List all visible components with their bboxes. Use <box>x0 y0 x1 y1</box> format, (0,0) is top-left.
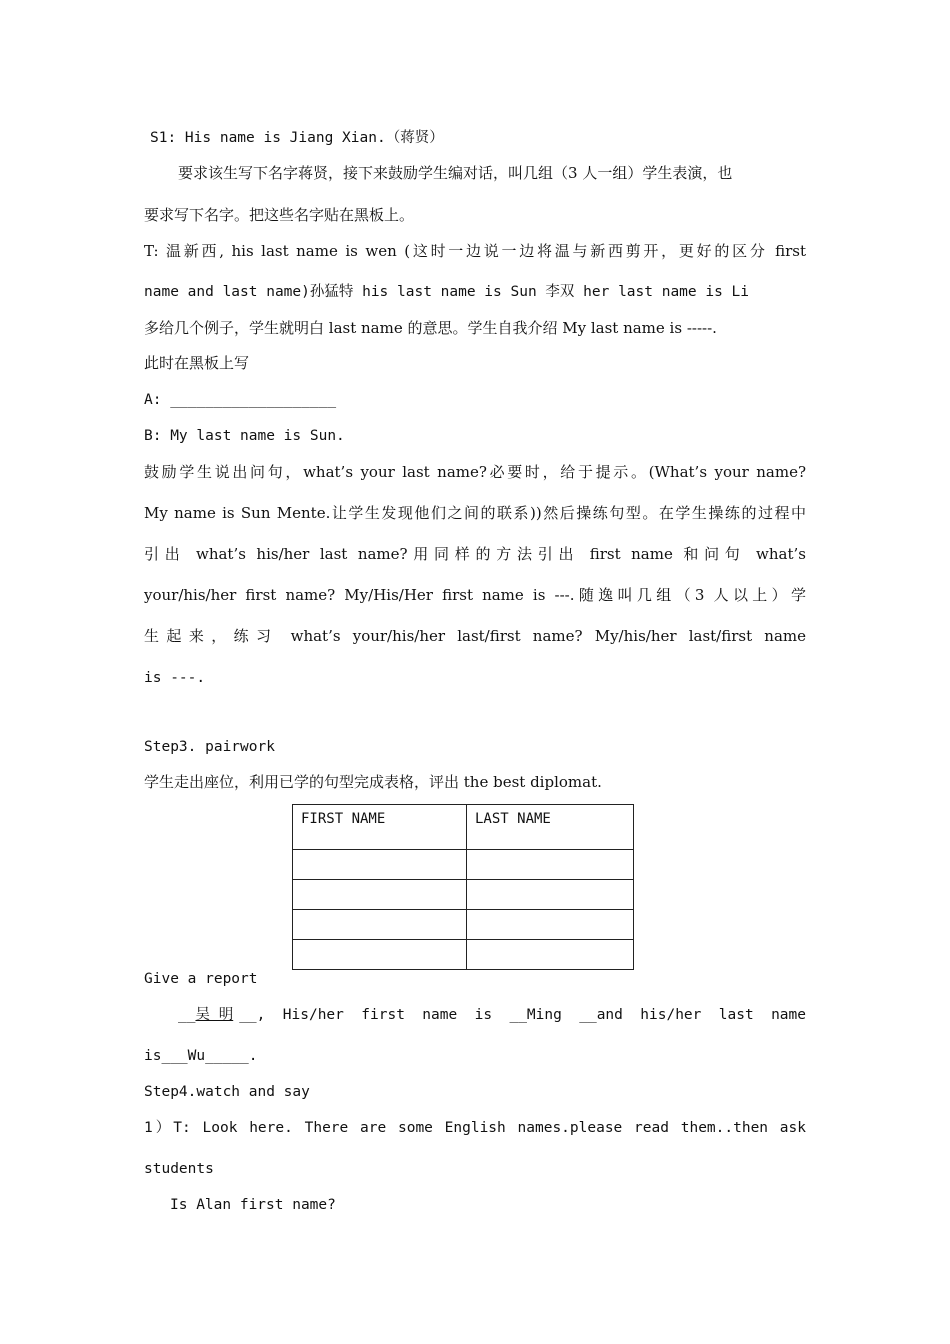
report-line <box>178 1005 806 1025</box>
text-line: A: ___________________ <box>144 392 337 408</box>
text-line: name and last name)孙猛特 his last name is Sun 李双 her last name is Li <box>144 284 750 300</box>
table-header-row <box>293 805 634 850</box>
table-cell <box>293 850 467 880</box>
table-header-cell: LAST NAME <box>467 805 634 850</box>
text-line: My name is Sun Mente.让学生发现他们之间的联系))然后操练句型。在学生操练的过程中 <box>144 504 806 522</box>
text-line: your/his/her first name? My/His/Her first name is ---.随逸叫几组（3 人以上）学 <box>144 586 806 604</box>
text-line: 1）T: Look here. There are some English names.please read them..then ask <box>144 1120 806 1136</box>
table-row <box>293 940 634 970</box>
text-line: 引出 what’s his/her last name?用同样的方法引出 first name 和问句 what’s <box>144 545 806 563</box>
table-row <box>293 850 634 880</box>
table-cell <box>293 910 467 940</box>
text-line: 生起来，练习 what’s your/his/her last/first name? My/his/her last/first name <box>144 627 806 645</box>
section-heading: Step3. pairwork <box>144 739 275 755</box>
text-line: is___Wu_____. <box>144 1048 258 1064</box>
section-heading: Step4.watch and say <box>144 1084 310 1100</box>
table-cell <box>467 910 634 940</box>
table-cell <box>293 940 467 970</box>
text-line: Give a report <box>144 971 258 987</box>
text-line: Is Alan first name? <box>170 1197 336 1213</box>
text-line: 多给几个例子，学生就明白 last name 的意思。学生自我介绍 My last name is -----. <box>144 319 717 337</box>
text-line: 要求写下名字。把这些名字贴在黑板上。 <box>144 206 415 224</box>
names-table <box>292 804 634 970</box>
report-name-value: 吴 明 <box>195 1007 234 1023</box>
text-line: students <box>144 1161 214 1177</box>
text-line: B: My last name is Sun. <box>144 428 345 444</box>
text-line: S1: His name is Jiang Xian.（蒋贤） <box>150 130 444 146</box>
table-cell <box>467 850 634 880</box>
table-cell <box>467 940 634 970</box>
table-cell <box>467 880 634 910</box>
report-name <box>178 1005 233 1025</box>
text-line: T: 温新西, his last name is wen (这时一边说一边将温与新西剪开，更好的区分 first <box>144 242 806 260</box>
text-line: 鼓励学生说出问句，what’s your last name?必要时，给于提示。(What’s your name? <box>144 463 806 481</box>
table-row <box>293 910 634 940</box>
blank: __ <box>178 1007 196 1023</box>
report-text: __, His/her first name is __Ming __and his/her last name <box>239 1007 806 1023</box>
table-row <box>293 880 634 910</box>
text-line: 学生走出座位，利用已学的句型完成表格，评出 the best diplomat. <box>144 773 602 791</box>
table-cell <box>293 880 467 910</box>
text-line: 此时在黑板上写 <box>144 354 250 372</box>
text-line: is ---. <box>144 670 206 686</box>
text-line: 要求该生写下名字蒋贤，接下来鼓励学生编对话，叫几组（3 人一组）学生表演，也 <box>178 164 733 182</box>
table-header-cell: FIRST NAME <box>293 805 467 850</box>
